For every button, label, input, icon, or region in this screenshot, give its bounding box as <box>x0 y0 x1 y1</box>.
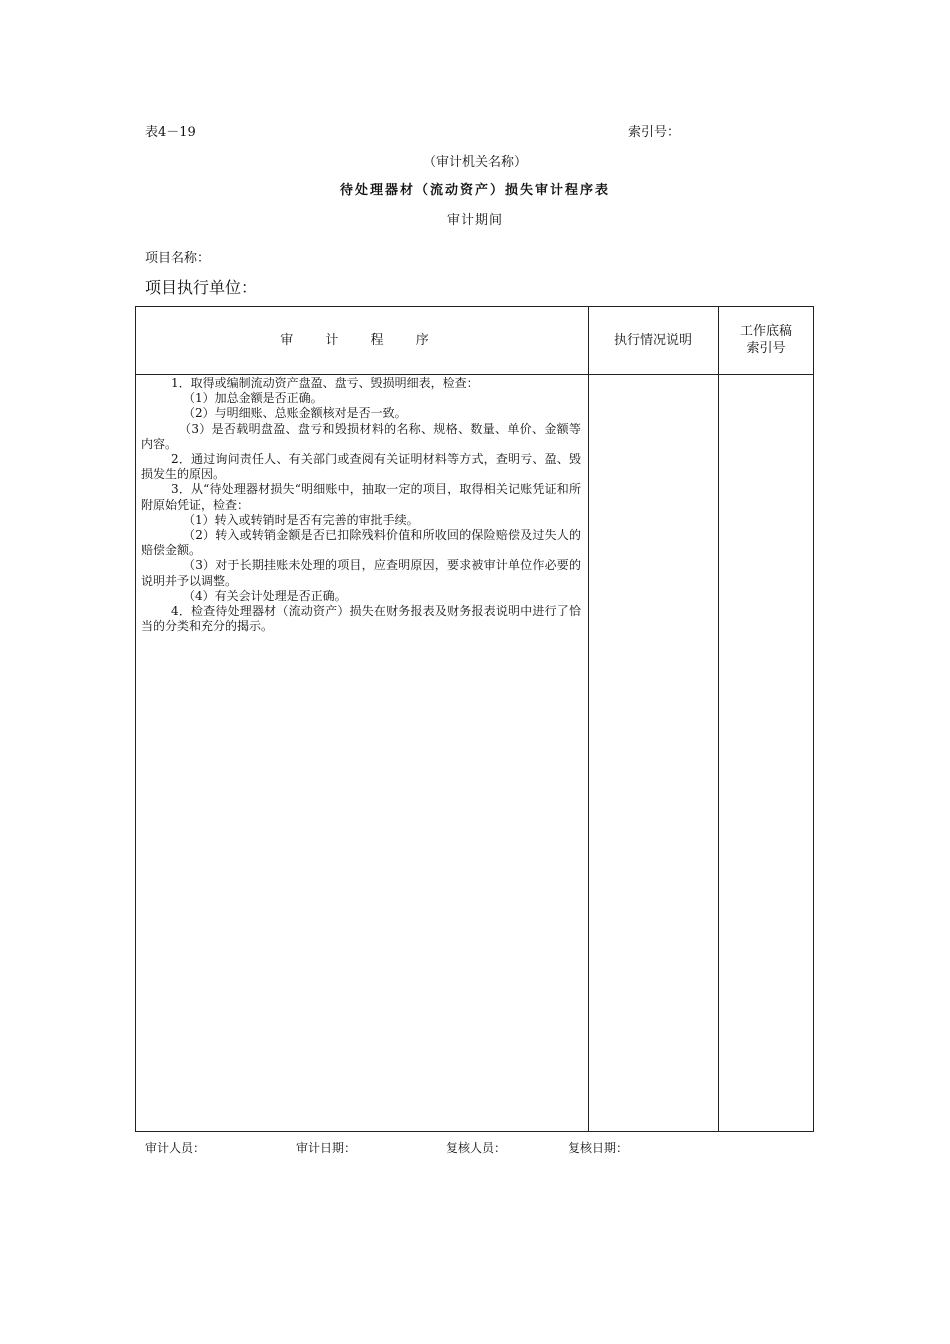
reviewer-label: 复核人员： <box>446 1141 507 1155</box>
procedure-item: （4）有关会计处理是否正确。 <box>183 588 347 603</box>
column-header-execution: 执行情况说明 <box>613 332 692 348</box>
table-number: 表4－19 <box>145 125 196 140</box>
procedure-list <box>141 376 581 634</box>
procedure-item: （3）对于长期挂账未处理的项目，应查明原因，要求被审计单位作必要的说明并予以调整。 <box>141 558 581 588</box>
audit-period: 审计期间 <box>446 213 503 228</box>
review-date-label: 复核日期： <box>568 1141 629 1155</box>
execution-unit-label: 项目执行单位： <box>145 278 258 297</box>
procedure-item: （1）加总金额是否正确。 <box>183 391 323 406</box>
procedure-item: （2）转入或转销金额是否已扣除残料价值和所收回的保险赔偿及过失人的赔偿金额。 <box>141 528 581 558</box>
index-number-label: 索引号： <box>628 125 681 140</box>
audit-date-label: 审计日期： <box>296 1141 357 1155</box>
auditor-label: 审计人员： <box>145 1141 206 1155</box>
procedure-item: （2）与明细账、总账金额核对是否一致。 <box>183 406 407 421</box>
project-name-label: 项目名称： <box>145 251 211 266</box>
column-divider <box>588 306 589 1132</box>
procedure-item: 2．通过询问责任人、有关部门或查阅有关证明材料等方式，查明亏、盈、毁损发生的原因。 <box>141 452 581 482</box>
column-header-workpaper-ref <box>718 306 814 374</box>
column-divider <box>718 306 719 1132</box>
procedure-item: 4．检查待处理器材（流动资产）损失在财务报表及财务报表说明中进行了恰当的分类和充分的揭示。 <box>141 604 581 634</box>
audit-agency-name: （审计机关名称） <box>422 155 527 170</box>
procedure-item: （3）是否载明盘盈、盘亏和毁损材料的名称、规格、数量、单价、金额等内容。 <box>141 421 581 451</box>
column-header-workpaper: 工作底稿 <box>739 324 792 339</box>
procedure-item: 3．从“待处理器材损失“明细账中，抽取一定的项目，取得相关记账凭证和所附原始凭证，检查： <box>141 482 581 512</box>
procedure-item: （1）转入或转销时是否有完善的审批手续。 <box>183 512 419 527</box>
procedure-item: 1．取得或编制流动资产盘盈、盘亏、毁损明细表，检查： <box>171 376 479 390</box>
column-header-index: 索引号 <box>746 341 786 356</box>
column-header-procedure: 审 计 程 序 <box>280 332 443 348</box>
document-title: 待处理器材（流动资产）损失审计程序表 <box>339 183 610 198</box>
header-divider <box>135 374 814 375</box>
audit-procedure-table <box>135 306 814 1132</box>
